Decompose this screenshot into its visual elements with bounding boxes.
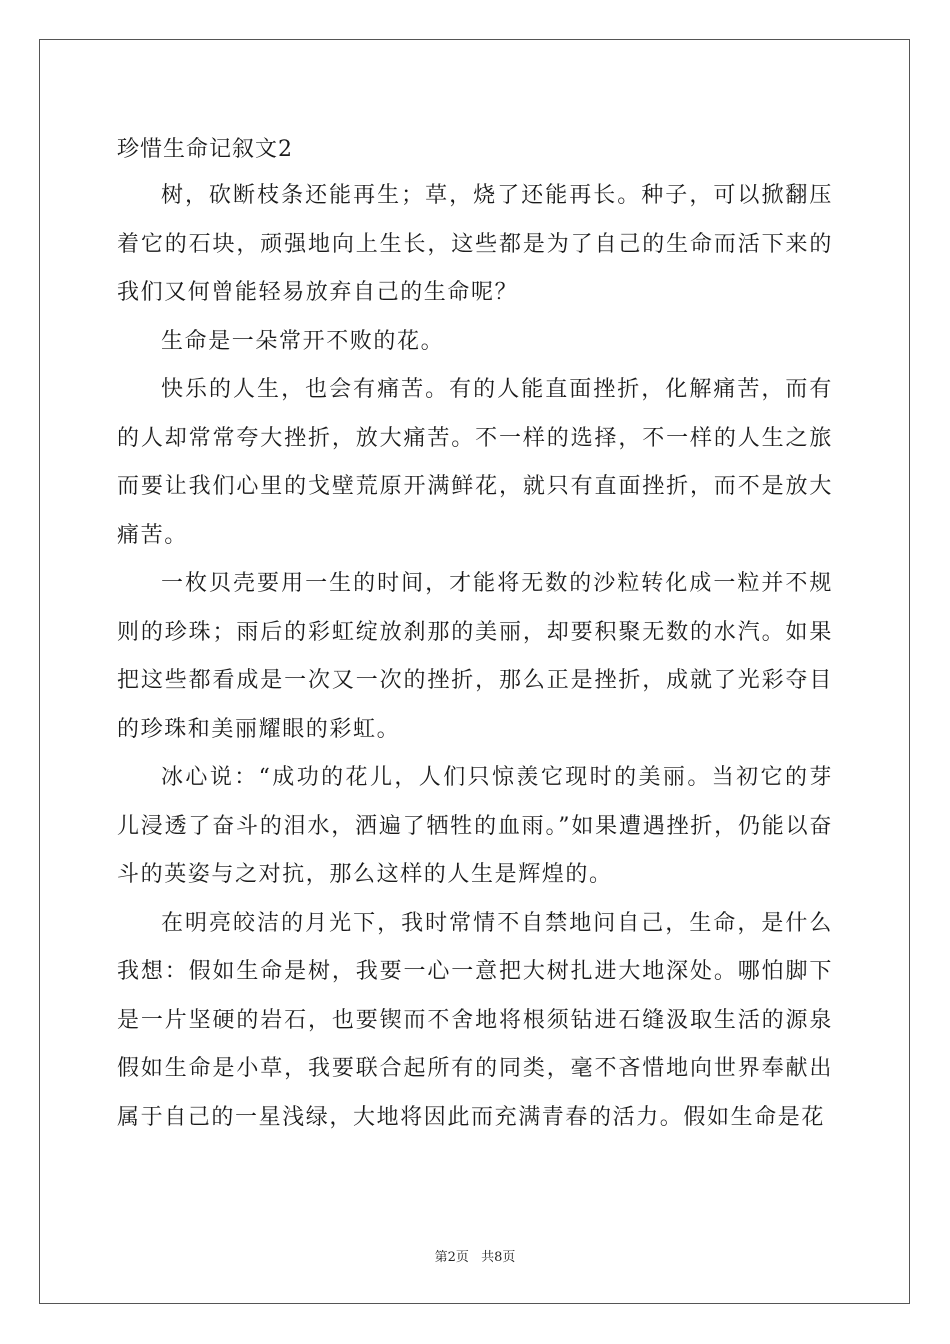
- page-total: 共8页: [481, 1250, 516, 1265]
- paragraph-1: 树，砍断枝条还能再生；草，烧了还能再长。种子，可以掀翻压着它的石块，顽强地向上生长，这些都是为了自己的生命而活下来的我们又何曾能轻易放弃自己的生命呢？: [117, 183, 833, 305]
- paragraph-4: 一枚贝壳要用一生的时间，才能将无数的沙粒转化成一粒并不规则的珍珠；雨后的彩虹绽放刹那的美丽，却要积聚无数的水汽。如果把这些都看成是一次又一次的挫折，那么正是挫折，成就了光彩夺目的珍珠和美丽耀眼的彩虹。: [117, 571, 833, 742]
- paragraph-6: 在明亮皎洁的月光下，我时常情不自禁地问自己，生命，是什么我想：假如生命是树，我要一心一意把大树扎进大地深处。哪怕脚下是一片坚硬的岩石，也要锲而不舍地将根须钻进石缝汲取生活的源泉假如生命是小草，我要联合起所有的同类，毫不吝惜地向世界奉献出属于自己的一星浅绿，大地将因此而充满青春的活力。假如生命是花: [117, 910, 833, 1130]
- paragraph-5: 冰心说：“成功的花儿，人们只惊羡它现时的美丽。当初它的芽儿浸透了奋斗的泪水，洒遍了牺牲的血雨。”如果遭遇挫折，仍能以奋斗的英姿与之对抗，那么这样的人生是辉煌的。: [117, 765, 833, 887]
- document-body: [117, 128, 833, 1142]
- paragraph-2: 生命是一朵常开不败的花。: [161, 328, 445, 354]
- paragraph-3: 快乐的人生，也会有痛苦。有的人能直面挫折，化解痛苦，而有的人却常常夸大挫折，放大痛苦。不一样的选择，不一样的人生之旅而要让我们心里的戈壁荒原开满鲜花，就只有直面挫折，而不是放大痛苦。: [117, 377, 833, 548]
- document-title: 珍惜生命记叙文2: [117, 137, 293, 162]
- page-number: 第2页: [434, 1250, 469, 1265]
- page-footer: [0, 1246, 950, 1265]
